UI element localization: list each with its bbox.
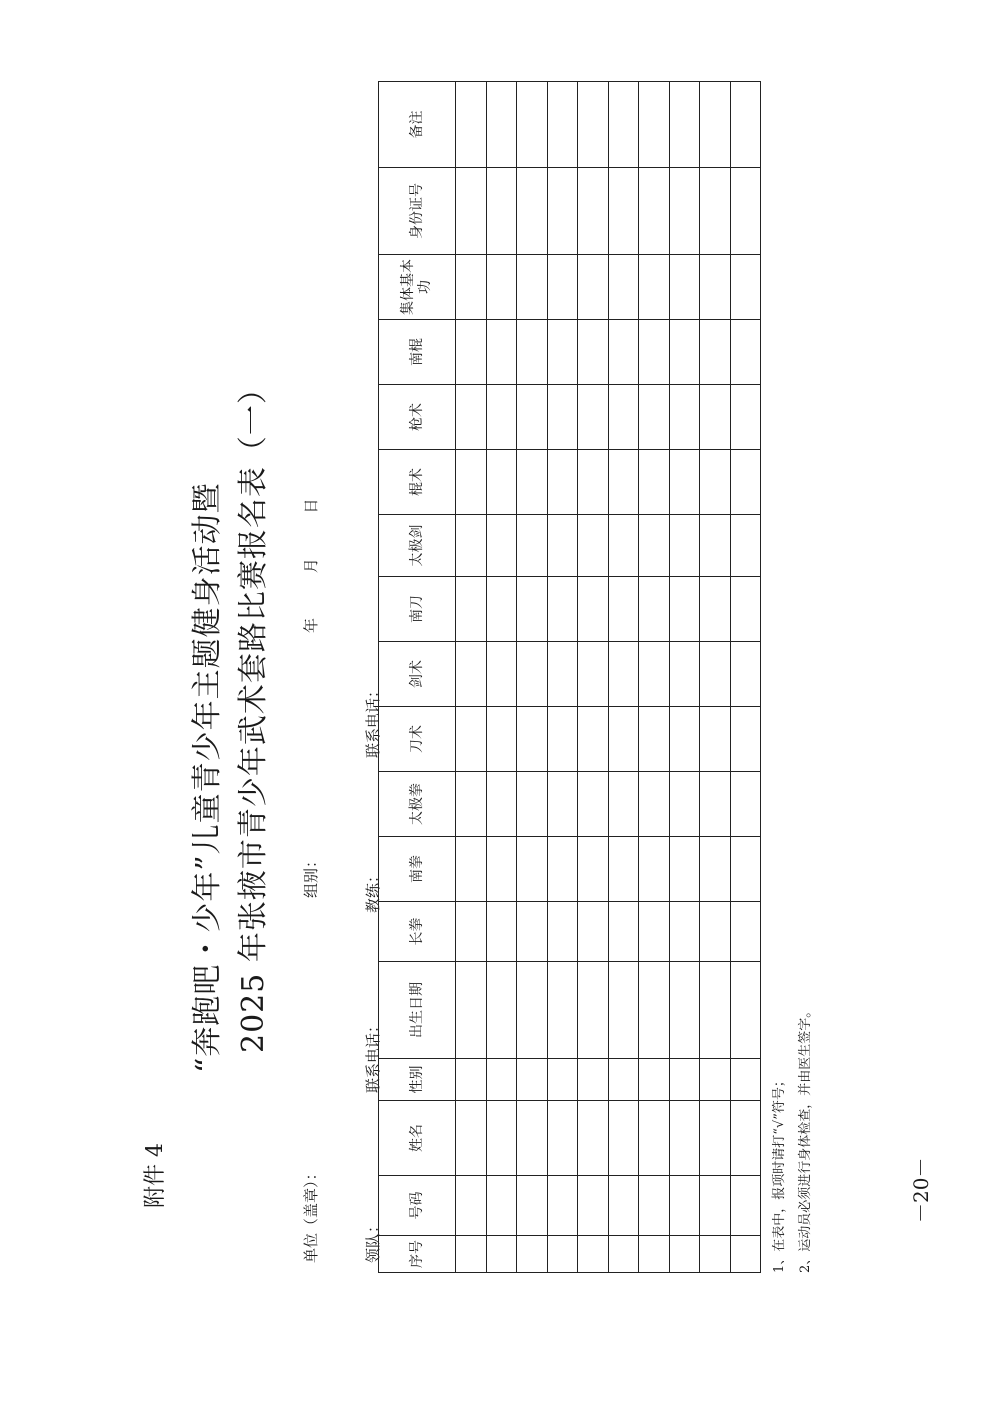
table-cell[interactable]: [639, 642, 670, 707]
registration-table: [378, 81, 761, 1273]
table-cell[interactable]: [456, 385, 487, 450]
table-cell[interactable]: [639, 1176, 670, 1236]
leader-field-label: 领队：: [364, 1217, 382, 1263]
table-cell[interactable]: [517, 642, 548, 707]
table-cell[interactable]: [669, 255, 700, 320]
table-cell[interactable]: [639, 385, 670, 450]
table-cell[interactable]: [608, 962, 639, 1059]
table-cell[interactable]: [517, 707, 548, 772]
table-cell[interactable]: [547, 515, 578, 577]
table-cell[interactable]: [669, 385, 700, 450]
table-cell[interactable]: [700, 772, 731, 837]
table-cell[interactable]: [730, 772, 761, 837]
table-cell[interactable]: [517, 1176, 548, 1236]
table-cell[interactable]: [700, 902, 731, 962]
table-cell[interactable]: [608, 82, 639, 168]
table-cell[interactable]: [486, 385, 517, 450]
group-field-label: 组别：: [302, 852, 320, 898]
table-row: [578, 82, 609, 1273]
column-header: 南棍: [379, 320, 456, 385]
table-cell[interactable]: [517, 515, 548, 577]
table-cell[interactable]: [517, 255, 548, 320]
table-cell[interactable]: [730, 1101, 761, 1176]
table-cell[interactable]: [669, 515, 700, 577]
table-cell[interactable]: [547, 1176, 578, 1236]
table-cell[interactable]: [730, 168, 761, 255]
table-cell[interactable]: [700, 168, 731, 255]
table-cell[interactable]: [517, 385, 548, 450]
table-row: [730, 82, 761, 1273]
column-header: 刀术: [379, 707, 456, 772]
table-row: [639, 82, 670, 1273]
table-row: [700, 82, 731, 1273]
table-cell[interactable]: [700, 1101, 731, 1176]
table-cell[interactable]: [730, 837, 761, 902]
table-cell[interactable]: [639, 255, 670, 320]
column-header: 南刀: [379, 577, 456, 642]
table-cell[interactable]: [578, 1101, 609, 1176]
table-cell[interactable]: [730, 642, 761, 707]
table-cell[interactable]: [456, 1101, 487, 1176]
table-cell[interactable]: [578, 1176, 609, 1236]
table-cell[interactable]: [730, 902, 761, 962]
table-cell[interactable]: [486, 962, 517, 1059]
table-cell[interactable]: [578, 902, 609, 962]
form-title-line2: 2025 年张掖市青少年武术套路比赛报名表（一）: [236, 373, 271, 1053]
table-cell[interactable]: [547, 168, 578, 255]
table-cell[interactable]: [578, 642, 609, 707]
table-cell[interactable]: [669, 450, 700, 515]
table-cell[interactable]: [639, 577, 670, 642]
coach-field-label: 教练：: [364, 867, 382, 913]
table-cell[interactable]: [669, 962, 700, 1059]
table-cell[interactable]: [486, 902, 517, 962]
table-cell[interactable]: [578, 168, 609, 255]
table-cell[interactable]: [608, 1176, 639, 1236]
table-cell[interactable]: [730, 962, 761, 1059]
table-cell[interactable]: [517, 168, 548, 255]
table-cell[interactable]: [639, 1236, 670, 1273]
table-row: [547, 82, 578, 1273]
table-cell[interactable]: [639, 1059, 670, 1101]
form-title-line1: “奔跑吧・少年”儿童青少年主题健身活动暨: [190, 482, 225, 1073]
page-number: －20－: [909, 1157, 933, 1223]
note-1: 1、在表中，报项时请打“√”符号；: [772, 1074, 787, 1273]
leader-phone-label: 联系电话：: [364, 1017, 382, 1093]
table-cell[interactable]: [639, 82, 670, 168]
table-cell[interactable]: [608, 577, 639, 642]
column-header: 枪术: [379, 385, 456, 450]
table-cell[interactable]: [517, 837, 548, 902]
table-row: [669, 82, 700, 1273]
table-cell[interactable]: [578, 837, 609, 902]
table-cell[interactable]: [639, 168, 670, 255]
table-cell[interactable]: [669, 707, 700, 772]
table-cell[interactable]: [517, 1236, 548, 1273]
table-cell[interactable]: [547, 642, 578, 707]
table-row: [608, 82, 639, 1273]
table-cell[interactable]: [669, 1059, 700, 1101]
table-cell[interactable]: [547, 450, 578, 515]
table-cell[interactable]: [578, 82, 609, 168]
table-cell[interactable]: [486, 255, 517, 320]
table-cell[interactable]: [608, 450, 639, 515]
table-cell[interactable]: [578, 577, 609, 642]
table-cell[interactable]: [730, 707, 761, 772]
table-cell[interactable]: [456, 450, 487, 515]
table-cell[interactable]: [456, 320, 487, 385]
table-cell[interactable]: [639, 450, 670, 515]
table-row: [456, 82, 487, 1273]
column-header: 性别: [379, 1059, 456, 1101]
note-2: 2、运动员必须进行身体检查，并由医生签字。: [798, 1004, 813, 1273]
table-cell[interactable]: [700, 82, 731, 168]
table-cell[interactable]: [486, 707, 517, 772]
table-cell[interactable]: [669, 1236, 700, 1273]
table-cell[interactable]: [486, 168, 517, 255]
table-cell[interactable]: [730, 1059, 761, 1101]
table-row: [517, 82, 548, 1273]
column-header: 剑术: [379, 642, 456, 707]
table-cell[interactable]: [456, 642, 487, 707]
table-cell[interactable]: [608, 772, 639, 837]
table-cell[interactable]: [700, 515, 731, 577]
table-cell[interactable]: [730, 255, 761, 320]
table-cell[interactable]: [547, 707, 578, 772]
table-cell[interactable]: [639, 772, 670, 837]
table-cell[interactable]: [517, 450, 548, 515]
date-field-label: 年 月 日: [302, 498, 320, 633]
table-cell[interactable]: [547, 1101, 578, 1176]
table-cell[interactable]: [547, 772, 578, 837]
table-cell[interactable]: [700, 320, 731, 385]
table-cell[interactable]: [578, 772, 609, 837]
table-cell[interactable]: [700, 962, 731, 1059]
table-cell[interactable]: [669, 168, 700, 255]
table-cell[interactable]: [669, 902, 700, 962]
table-cell[interactable]: [578, 962, 609, 1059]
table-cell[interactable]: [730, 82, 761, 168]
table-cell[interactable]: [608, 837, 639, 902]
table-cell[interactable]: [639, 837, 670, 902]
table-cell[interactable]: [547, 255, 578, 320]
table-cell[interactable]: [486, 642, 517, 707]
table-header-row: [379, 82, 456, 1273]
table-cell[interactable]: [456, 772, 487, 837]
table-cell[interactable]: [517, 962, 548, 1059]
table-cell[interactable]: [517, 82, 548, 168]
table-cell[interactable]: [456, 82, 487, 168]
table-cell[interactable]: [486, 1059, 517, 1101]
table-cell[interactable]: [669, 1176, 700, 1236]
table-cell[interactable]: [547, 577, 578, 642]
table-cell[interactable]: [639, 1101, 670, 1176]
table-cell[interactable]: [669, 82, 700, 168]
table-cell[interactable]: [639, 515, 670, 577]
table-cell[interactable]: [517, 902, 548, 962]
table-cell[interactable]: [700, 450, 731, 515]
table-cell[interactable]: [456, 577, 487, 642]
table-cell[interactable]: [486, 837, 517, 902]
table-cell[interactable]: [486, 577, 517, 642]
table-cell[interactable]: [547, 1059, 578, 1101]
table-cell[interactable]: [730, 385, 761, 450]
table-cell[interactable]: [578, 1236, 609, 1273]
table-cell[interactable]: [456, 1176, 487, 1236]
table-cell[interactable]: [547, 962, 578, 1059]
table-cell[interactable]: [608, 255, 639, 320]
table-cell[interactable]: [578, 1059, 609, 1101]
table-cell[interactable]: [578, 450, 609, 515]
table-cell[interactable]: [608, 515, 639, 577]
column-header: 集体基本功: [379, 255, 456, 320]
coach-phone-label: 联系电话：: [364, 682, 382, 758]
table-cell[interactable]: [486, 450, 517, 515]
table-cell[interactable]: [517, 1101, 548, 1176]
table-cell[interactable]: [730, 577, 761, 642]
table-cell[interactable]: [639, 320, 670, 385]
table-cell[interactable]: [486, 1101, 517, 1176]
table-cell[interactable]: [700, 1059, 731, 1101]
table-cell[interactable]: [517, 320, 548, 385]
table-cell[interactable]: [730, 320, 761, 385]
table-cell[interactable]: [578, 385, 609, 450]
column-header: 出生日期: [379, 962, 456, 1059]
table-cell[interactable]: [578, 515, 609, 577]
table-cell[interactable]: [486, 772, 517, 837]
table-cell[interactable]: [669, 772, 700, 837]
table-cell[interactable]: [669, 837, 700, 902]
table-cell[interactable]: [547, 902, 578, 962]
table-cell[interactable]: [547, 82, 578, 168]
column-header: 南拳: [379, 837, 456, 902]
table-cell[interactable]: [700, 1236, 731, 1273]
table-cell[interactable]: [608, 168, 639, 255]
column-header: 太极拳: [379, 772, 456, 837]
table-cell[interactable]: [456, 707, 487, 772]
table-cell[interactable]: [730, 450, 761, 515]
column-header: 棍术: [379, 450, 456, 515]
table-cell[interactable]: [608, 1059, 639, 1101]
table-cell[interactable]: [669, 1101, 700, 1176]
table-cell[interactable]: [700, 837, 731, 902]
table-cell[interactable]: [456, 515, 487, 577]
table-cell[interactable]: [669, 577, 700, 642]
column-header: 身份证号: [379, 168, 456, 255]
unit-field-label: 单位（盖章）：: [302, 1165, 320, 1263]
table-cell[interactable]: [608, 707, 639, 772]
table-cell[interactable]: [517, 772, 548, 837]
table-cell[interactable]: [608, 1236, 639, 1273]
table-cell[interactable]: [517, 1059, 548, 1101]
table-cell[interactable]: [456, 168, 487, 255]
table-cell[interactable]: [608, 320, 639, 385]
table-cell[interactable]: [456, 255, 487, 320]
table-cell[interactable]: [486, 1236, 517, 1273]
table-cell[interactable]: [608, 902, 639, 962]
column-header: 长拳: [379, 902, 456, 962]
table-cell[interactable]: [700, 385, 731, 450]
column-header: 备注: [379, 82, 456, 168]
table-row: [486, 82, 517, 1273]
table-cell[interactable]: [730, 515, 761, 577]
attachment-label: 附件 4: [143, 1143, 168, 1208]
table-cell[interactable]: [730, 1236, 761, 1273]
table-cell[interactable]: [456, 1236, 487, 1273]
column-header: 太极剑: [379, 515, 456, 577]
table-cell[interactable]: [456, 962, 487, 1059]
table-cell[interactable]: [486, 82, 517, 168]
table-cell[interactable]: [669, 320, 700, 385]
column-header: 序号: [379, 1236, 456, 1273]
table-cell[interactable]: [608, 1101, 639, 1176]
table-cell[interactable]: [517, 577, 548, 642]
table-cell[interactable]: [456, 902, 487, 962]
table-cell[interactable]: [547, 385, 578, 450]
table-cell[interactable]: [639, 707, 670, 772]
table-cell[interactable]: [456, 1059, 487, 1101]
table-cell[interactable]: [578, 255, 609, 320]
table-cell[interactable]: [700, 255, 731, 320]
table-cell[interactable]: [700, 642, 731, 707]
table-cell[interactable]: [730, 1176, 761, 1236]
table-cell[interactable]: [669, 642, 700, 707]
table-cell[interactable]: [608, 642, 639, 707]
table-cell[interactable]: [608, 385, 639, 450]
table-cell[interactable]: [547, 837, 578, 902]
table-cell[interactable]: [578, 707, 609, 772]
table-cell[interactable]: [486, 515, 517, 577]
table-cell[interactable]: [639, 962, 670, 1059]
table-cell[interactable]: [486, 1176, 517, 1236]
table-cell[interactable]: [639, 902, 670, 962]
column-header: 姓名: [379, 1101, 456, 1176]
table-cell[interactable]: [700, 577, 731, 642]
table-cell[interactable]: [486, 320, 517, 385]
table-cell[interactable]: [578, 320, 609, 385]
column-header: 号码: [379, 1176, 456, 1236]
table-cell[interactable]: [700, 1176, 731, 1236]
table-cell[interactable]: [547, 320, 578, 385]
table-cell[interactable]: [700, 707, 731, 772]
table-cell[interactable]: [547, 1236, 578, 1273]
table-cell[interactable]: [456, 837, 487, 902]
